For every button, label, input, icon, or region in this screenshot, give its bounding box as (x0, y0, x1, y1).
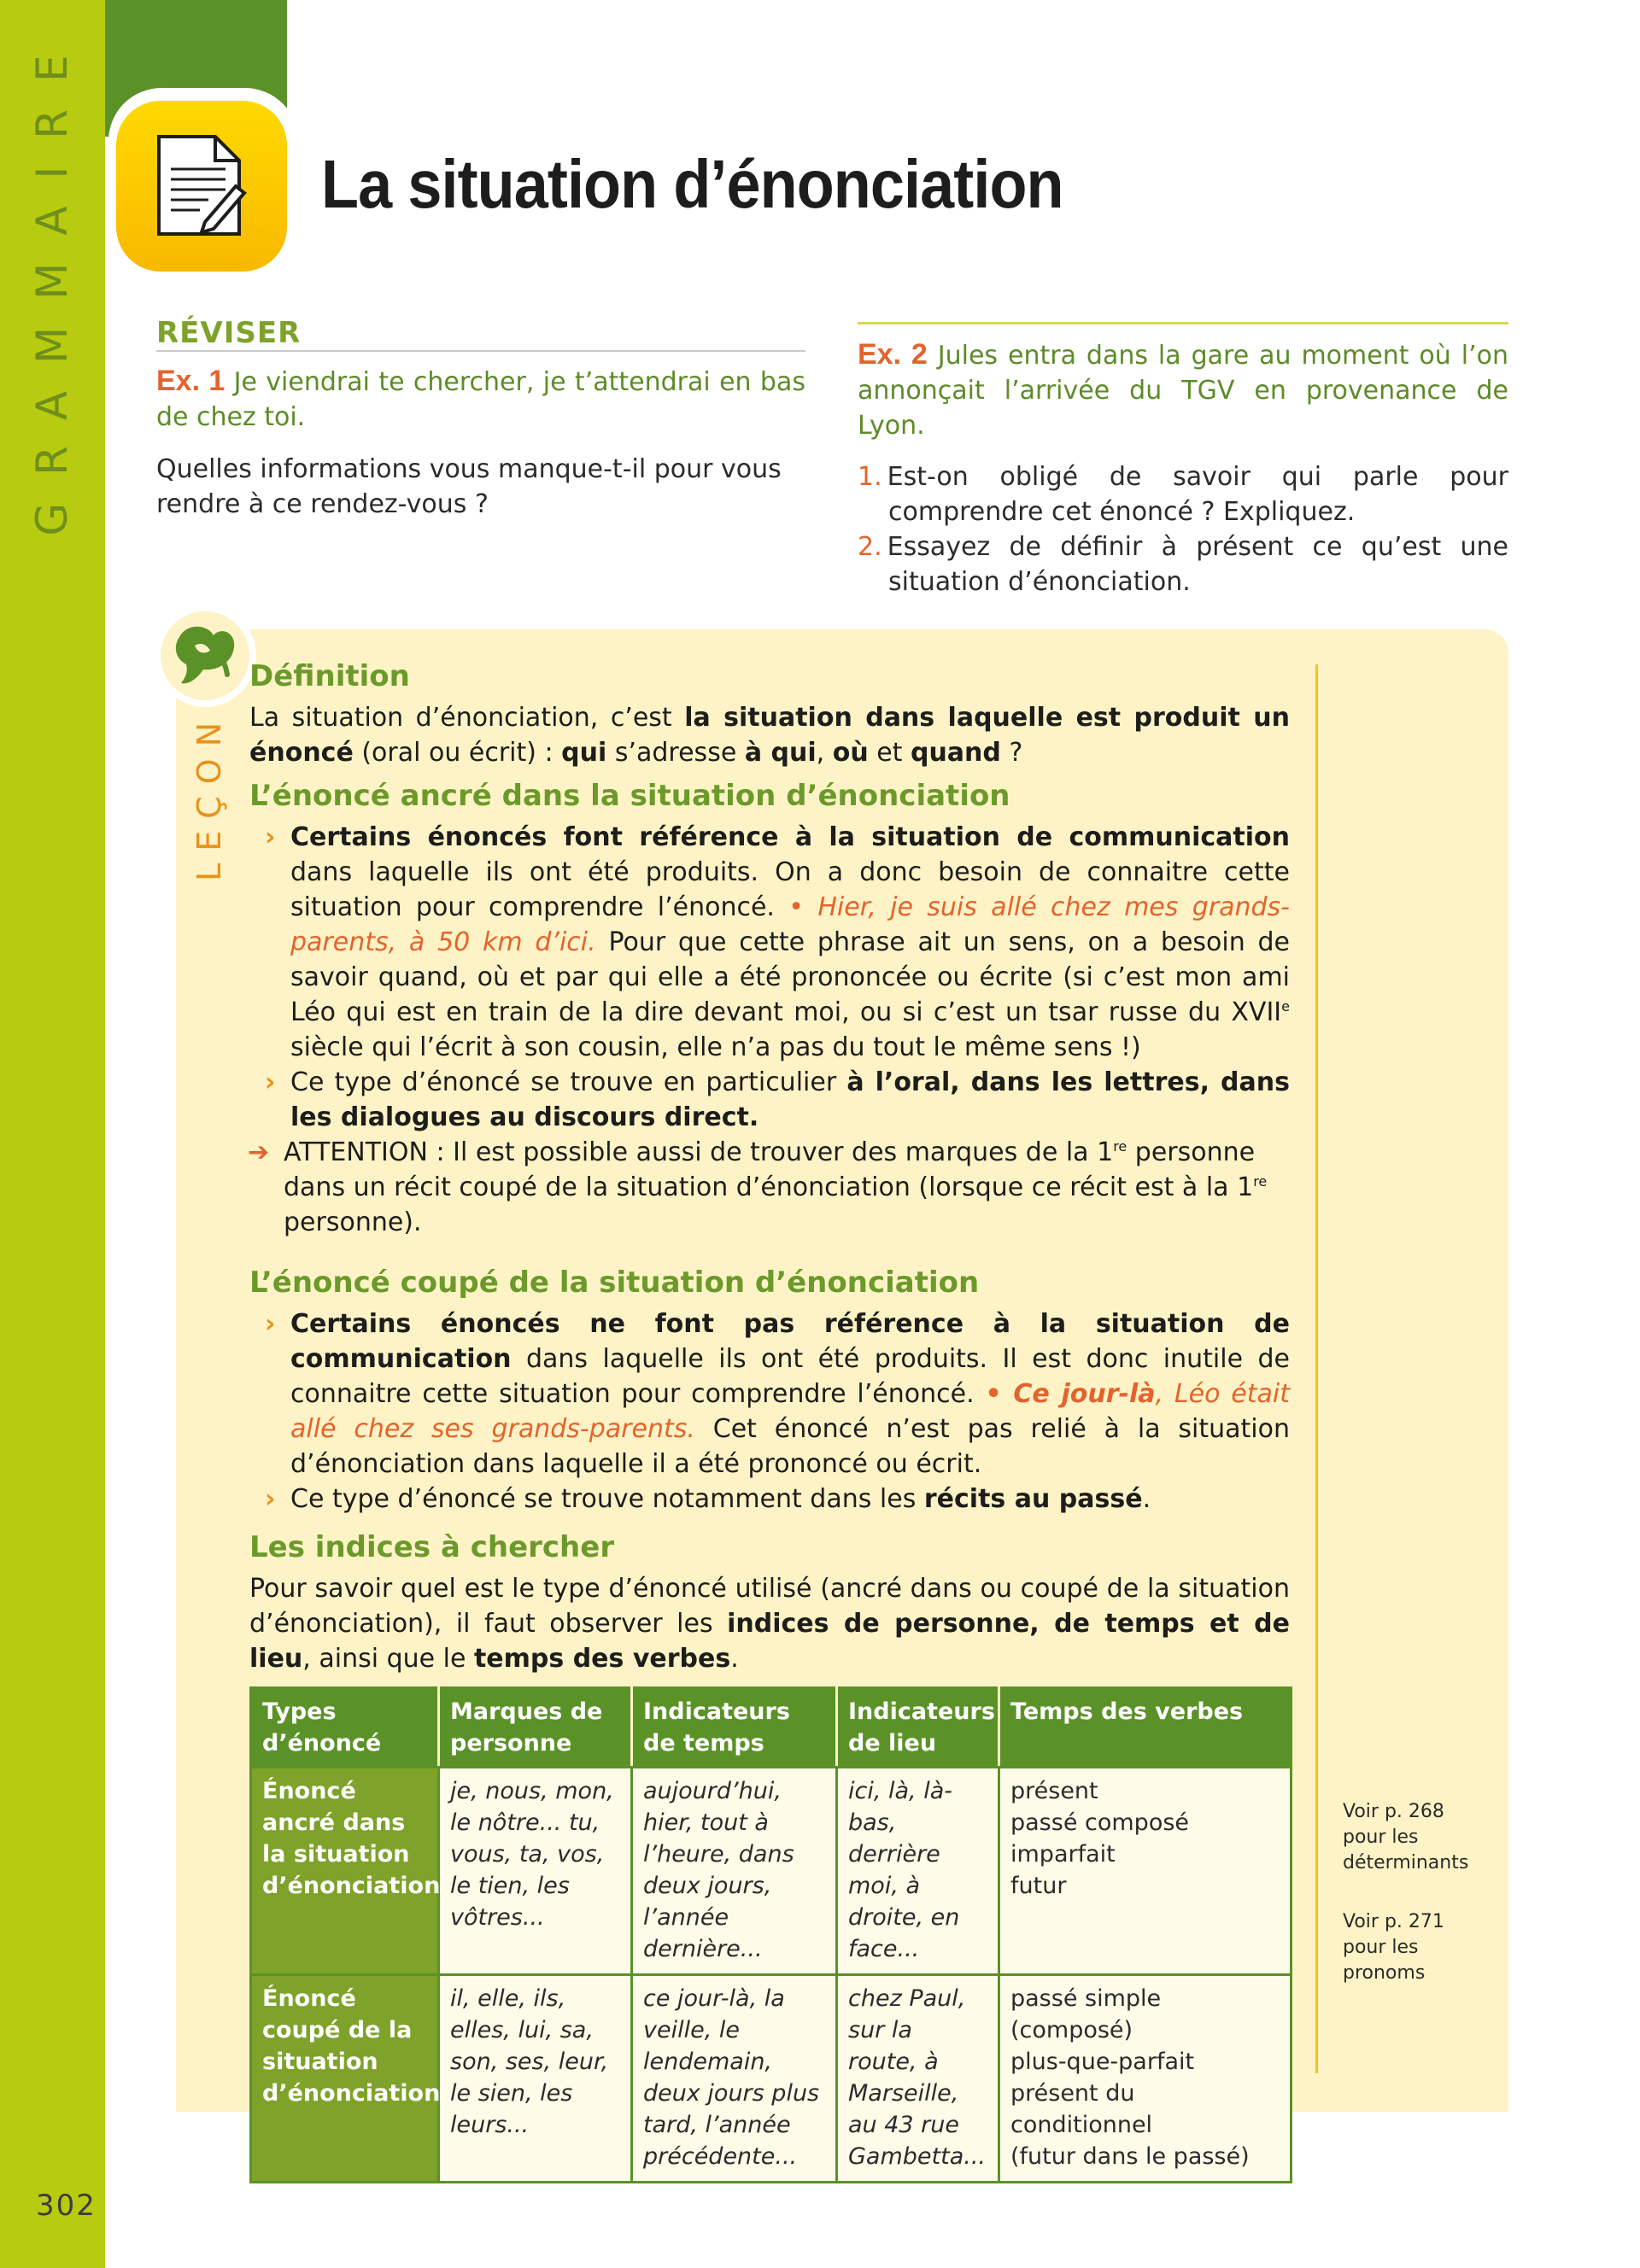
table-cell-type: Énoncé ancré dans la situation d’énonciation (251, 1768, 439, 1975)
exercise-2-question: 1. Est-on obligé de savoir qui parle pour comprendre cet énoncé ? Expliquez. (858, 462, 1508, 527)
table-cell-type: Énoncé coupé de la situation d’énonciation (251, 1975, 439, 2183)
table-row (251, 1768, 1292, 1975)
definition-heading: Définition (249, 659, 410, 693)
margin-note-determinants: Voir p. 268 pour les déterminants (1343, 1801, 1469, 1873)
indices-heading: Les indices à chercher (249, 1530, 615, 1564)
table-header: Indicateurs de temps (632, 1688, 837, 1768)
chevron-right-icon: › (265, 822, 276, 852)
table-cell-lieu: chez Paul, sur la route, à Marseille, au 43 rue Gambetta... (837, 1975, 999, 2183)
attention-note: ➔ ATTENTION : Il est possible aussi de trouver des marques de la 1re personne dans un récit coupé de la situation d’énonciation (lorsque ce récit est à la 1re personne). (249, 1135, 1290, 1240)
exercise-1-label: Ex. 1 (156, 365, 226, 397)
leaf-icon (161, 611, 249, 700)
ancre-heading: L’énoncé ancré dans la situation d’énonciation (249, 779, 1010, 813)
table-row (251, 1975, 1292, 2183)
table-header-row (251, 1688, 1292, 1768)
table-cell-temps: ce jour-là, la veille, le lendemain, deux jours plus tard, l’année précédente... (632, 1975, 837, 2183)
table-header: Temps des verbes (999, 1688, 1292, 1768)
page-number: 302 (36, 2189, 97, 2223)
chevron-right-icon: › (265, 1484, 276, 1514)
margin-note-pronoms: Voir p. 271 pour les pronoms (1343, 1911, 1444, 1984)
coupe-bullet-1: › Certains énoncés ne font pas référence à la situation de communication dans laquelle ils ont été produits. Il est donc inutile de connaitre cette situation pour comprendre l’énoncé. • Ce jour-là, Léo était allé chez ses grands-parents. Cet énoncé n’est pas relié à la situation d’énonciation dans laquelle il a été prononcé ou écrit. (249, 1306, 1290, 1482)
page-title: La situation d’énonciation (321, 146, 1063, 222)
lesson-margin-rule (1315, 664, 1318, 2073)
exercise-1-sentence: Je viendrai te chercher, je t’attendrai en bas de chez toi. (156, 367, 805, 432)
exercise-1-question: Quelles informations vous manque-t-il pour vous rendre à ce rendez-vous ? (156, 454, 782, 519)
arrow-right-icon: ➔ (248, 1137, 270, 1167)
exercise-1 (156, 364, 805, 522)
reviser-heading: RÉVISER (156, 316, 302, 350)
table-header: Types d’énoncé (251, 1688, 439, 1768)
reviser-divider (156, 350, 805, 352)
exercise-2-sentence: Jules entra dans la gare au moment où l’on annonçait l’arrivée du TGV en provenance de Lyon. (858, 341, 1508, 441)
document-pencil-icon (116, 101, 287, 272)
section-label: GRAMMAIRE (27, 27, 77, 536)
table-cell-verbes: passé simple (composé) plus-que-parfait présent du conditionnel (futur dans le passé) (999, 1975, 1292, 2183)
lesson-label: LEÇON (190, 710, 228, 882)
chevron-right-icon: › (265, 1309, 276, 1339)
table-cell-verbes: présent passé composé imparfait futur (999, 1768, 1292, 1975)
ancre-bullet-1: › Certains énoncés font référence à la situation de communication dans laquelle ils ont été produits. On a donc besoin de connaitre cette situation pour comprendre l’énoncé. • Hier, je suis allé chez mes grands-parents, à 50 km d’ici. Pour que cette phrase ait un sens, on a besoin de savoir quand, où et par qui elle a été prononcée ou écrite (si c’est mon ami Léo qui est en train de la dire devant moi, ou si c’est un tsar russe du XVIIe siècle qui l’écrit à son cousin, elle n’a pas du tout le même sens !) (249, 820, 1290, 1065)
exercise-2 (858, 337, 1508, 599)
ancre-bullet-2: › Ce type d’énoncé se trouve en particulier à l’oral, dans les lettres, dans les dialogues au discours direct. (249, 1065, 1290, 1135)
chevron-right-icon: › (265, 1067, 276, 1097)
exercise-2-questions (858, 459, 1508, 599)
table-header: Indicateurs de lieu (837, 1688, 999, 1768)
table-cell-personne: je, nous, mon, le nôtre... tu, vous, ta, vos, le tien, les vôtres... (439, 1768, 632, 1975)
indices-table (249, 1686, 1292, 2183)
coupe-bullet-2: › Ce type d’énoncé se trouve notamment dans les récits au passé. (249, 1482, 1290, 1517)
indices-text: Pour savoir quel est le type d’énoncé utilisé (ancré dans ou coupé de la situation d’énonciation), il faut observer les indices de personne, de temps et de lieu, ainsi que le temps des verbes. (249, 1574, 1290, 1674)
lesson-content (249, 658, 1290, 2183)
table-cell-temps: aujourd’hui, hier, tout à l’heure, dans deux jours, l’année dernière... (632, 1768, 837, 1975)
table-cell-lieu: ici, là, là-bas, derrière moi, à droite, en face... (837, 1768, 999, 1975)
exercise2-divider (858, 322, 1508, 324)
exercise-2-label: Ex. 2 (858, 338, 928, 371)
coupe-heading: L’énoncé coupé de la situation d’énonciation (249, 1266, 980, 1300)
table-header: Marques de personne (439, 1688, 632, 1768)
exercise-2-question: 2. Essayez de définir à présent ce qu’est une situation d’énonciation. (858, 532, 1508, 597)
table-cell-personne: il, elle, ils, elles, lui, sa, son, ses, leur, le sien, les leurs... (439, 1975, 632, 2183)
definition-text: La situation d’énonciation, c’est la situation dans laquelle est produit un énoncé (oral ou écrit) : qui s’adresse à qui, où et quand ? (249, 703, 1290, 768)
